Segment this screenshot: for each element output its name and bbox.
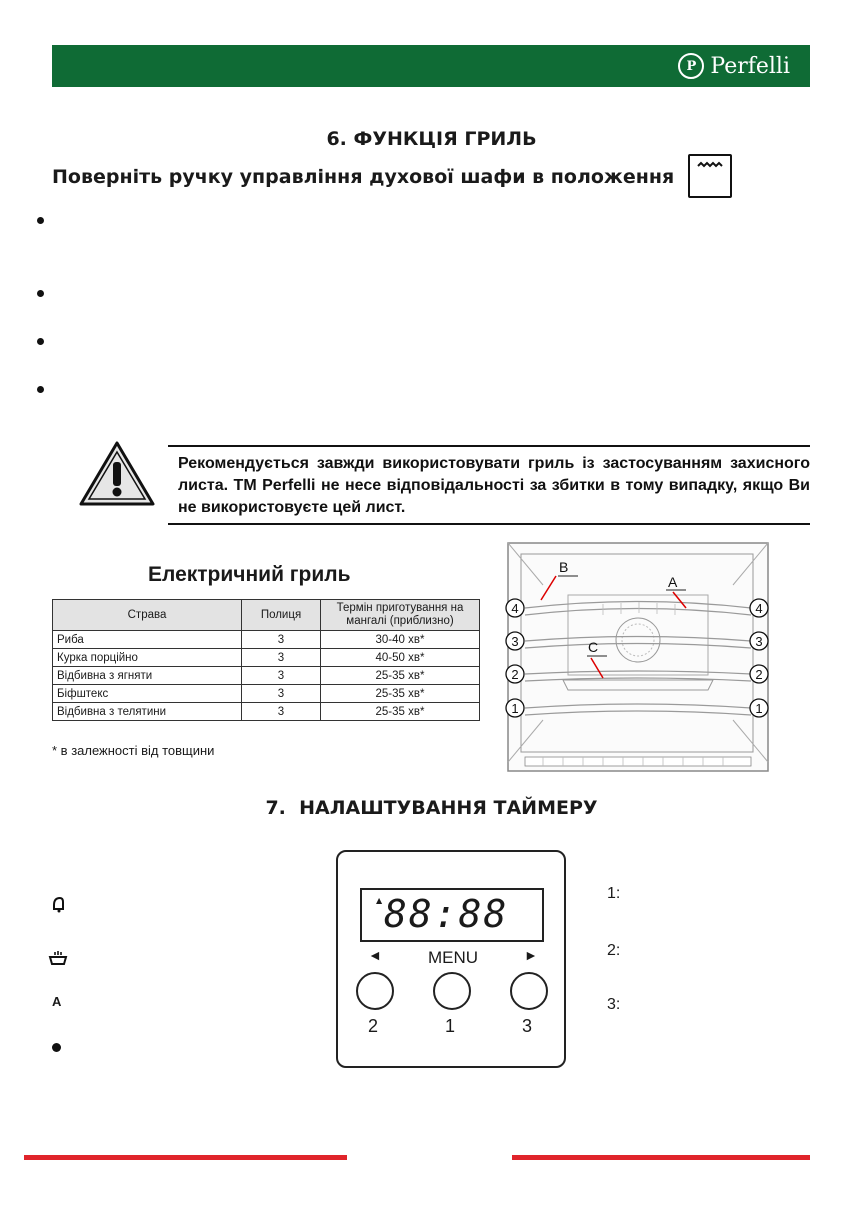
button-2-label: 2: — [607, 942, 621, 959]
footer-line-left — [24, 1155, 347, 1160]
col-time: Термін приготування на мангалі (приблизно) — [321, 600, 480, 631]
shelf-level-left-1: 1 — [511, 701, 519, 716]
button-number-2: 2 — [368, 1016, 379, 1036]
section-6-title: 6. ФУНКЦІЯ ГРИЛЬ — [326, 128, 537, 150]
shelf-level-left-4: 4 — [511, 601, 519, 616]
table-header-row — [53, 600, 480, 631]
cell-shelf: 3 — [242, 685, 321, 703]
table-footnote: * в залежності від товщини — [52, 743, 215, 758]
brand-name: Perfelli — [710, 53, 790, 79]
left-button[interactable] — [356, 972, 394, 1010]
brand-mark-icon: P — [678, 53, 704, 79]
warning-triangle-icon — [78, 440, 156, 508]
warning-text: Рекомендується завжди використовувати гриль із застосуванням захисного листа. ТМ Perfelli не несе відповідальності за збитки в тому випадку, якщо Ви не використовуєте цей лист. — [178, 455, 810, 516]
menu-label: MENU — [428, 948, 479, 967]
cell-shelf: 3 — [242, 649, 321, 667]
button-1-label: 1: — [607, 885, 621, 902]
bullet-2 — [37, 290, 44, 297]
brand-logo — [678, 53, 790, 79]
shelf-level-left-3: 3 — [511, 634, 519, 649]
cell-shelf: 3 — [242, 703, 321, 721]
display-digits: 88:88 — [384, 892, 509, 936]
header-bar — [52, 45, 810, 87]
cell-time: 40-50 хв* — [321, 649, 480, 667]
cell-time: 30-40 хв* — [321, 631, 480, 649]
bullet-4 — [37, 386, 44, 393]
button-number-3: 3 — [522, 1016, 533, 1036]
timer-display — [360, 888, 544, 942]
label-b: B — [559, 559, 569, 575]
cell-dish: Відбивна з телятини — [53, 703, 242, 721]
shelf-level-right-2: 2 — [755, 667, 763, 682]
shelf-level-left-2: 2 — [511, 667, 519, 682]
label-c: C — [588, 639, 599, 655]
auto-a-icon: A — [52, 994, 62, 1009]
dot-icon — [52, 1043, 61, 1052]
grill-mode-icon — [688, 154, 732, 198]
cell-shelf: 3 — [242, 631, 321, 649]
cell-time: 25-35 хв* — [321, 703, 480, 721]
timer-panel — [336, 850, 566, 1068]
cooking-pot-icon — [48, 950, 68, 966]
table-row — [53, 631, 480, 649]
left-arrow-icon: ◄ — [368, 947, 382, 963]
table-row — [53, 685, 480, 703]
section-7-title: 7. НАЛАШТУВАННЯ ТАЙМЕРУ — [265, 797, 598, 819]
display-auto-indicator-icon: ▲ — [376, 896, 383, 905]
cell-dish: Курка порційно — [53, 649, 242, 667]
shelf-level-right-4: 4 — [755, 601, 763, 616]
grill-table-title: Електричний гриль — [148, 563, 351, 586]
menu-button[interactable] — [433, 972, 471, 1010]
cell-time: 25-35 хв* — [321, 667, 480, 685]
cell-shelf: 3 — [242, 667, 321, 685]
shelf-level-right-3: 3 — [755, 634, 763, 649]
oven-shelf-diagram — [503, 540, 773, 775]
cell-dish: Відбивна з ягняти — [53, 667, 242, 685]
bullet-1 — [37, 217, 44, 224]
label-a: A — [668, 574, 678, 590]
bullet-3 — [37, 338, 44, 345]
warning-box — [168, 445, 810, 525]
cell-dish: Риба — [53, 631, 242, 649]
cell-dish: Біфштекс — [53, 685, 242, 703]
grill-table — [52, 599, 480, 721]
table-row — [53, 703, 480, 721]
col-dish: Страва — [53, 600, 242, 631]
cell-time: 25-35 хв* — [321, 685, 480, 703]
table-row — [53, 649, 480, 667]
button-number-1: 1 — [445, 1016, 456, 1036]
footer-line-right — [512, 1155, 810, 1160]
button-3-label: 3: — [607, 996, 621, 1013]
grill-instruction: Поверніть ручку управління духової шафи в положення — [52, 166, 675, 188]
bell-icon — [50, 895, 68, 913]
col-shelf: Полиця — [242, 600, 321, 631]
right-arrow-icon: ► — [524, 947, 538, 963]
table-row — [53, 667, 480, 685]
shelf-level-right-1: 1 — [755, 701, 763, 716]
right-button[interactable] — [510, 972, 548, 1010]
